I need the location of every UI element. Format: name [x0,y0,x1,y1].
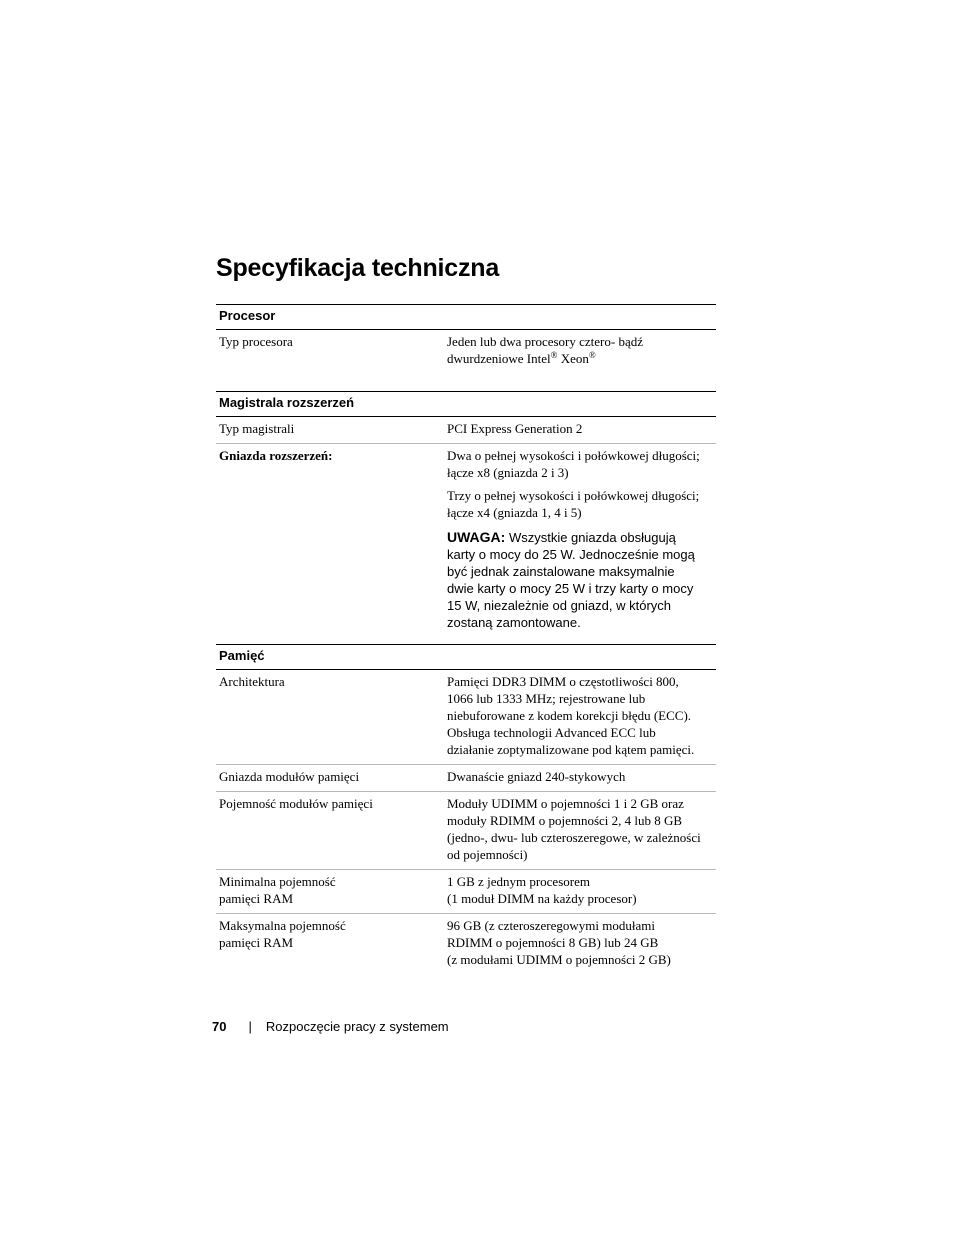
section-heading-expansion-bus: Magistrala rozszerzeń [216,391,716,417]
value-text: dwurdzeniowe Intel [447,351,551,366]
table-row [216,765,716,792]
row-label: Architektura [219,674,285,689]
note-line [447,529,716,546]
table-row [216,417,716,444]
note-block [447,529,716,631]
row-value [444,917,716,968]
row-value: Dwanaście gniazd 240-stykowych [447,769,626,784]
row-label [216,917,444,968]
label-line: Maksymalna pojemność [219,918,346,933]
table-row [216,914,716,974]
value-line: od pojemności) [447,847,528,862]
value-line [447,350,716,367]
row-value [444,673,716,758]
row-label: Gniazda rozszerzeń: [219,448,333,463]
value-line: moduły RDIMM o pojemności 2, 4 lub 8 GB [447,813,683,828]
value-line: niebuforowane z kodem korekcji błędu (ECC). [447,708,692,723]
label-line: pamięci RAM [219,891,294,906]
label-line: Minimalna pojemność [219,874,336,889]
value-line: działanie zoptymalizowane pod kątem pamięci. [447,742,695,757]
note-label: UWAGA: [447,529,506,545]
spec-table [216,304,716,974]
value-line: Moduły UDIMM o pojemności 1 i 2 GB oraz [447,796,684,811]
table-row [216,792,716,870]
page-title: Specyfikacja techniczna [216,254,500,282]
row-label: Typ procesora [219,334,293,349]
footer-separator: | [248,1019,252,1034]
row-label: Typ magistrali [219,421,295,436]
note-line: być jednak zainstalowane maksymalnie [447,564,675,579]
value-paragraph [447,447,716,481]
registered-mark: ® [550,350,558,360]
value-paragraph [447,487,716,521]
value-line: Dwa o pełnej wysokości i połówkowej długości; [447,448,700,463]
row-value [444,873,716,907]
value-line: (z modułami UDIMM o pojemności 2 GB) [447,952,671,967]
note-line: 15 W, niezależnie od gniazd, w których [447,598,672,613]
table-row [216,444,716,644]
value-line: 1066 lub 1333 MHz; rejestrowane lub [447,691,646,706]
value-line: 96 GB (z czteroszeregowymi modułami [447,918,655,933]
row-label: Gniazda modułów pamięci [219,769,360,784]
registered-mark: ® [588,350,596,360]
value-line: Obsługa technologii Advanced ECC lub [447,725,656,740]
label-line: pamięci RAM [219,935,294,950]
page-number: 70 [212,1019,227,1034]
row-label [216,873,444,907]
footer-chapter-title: Rozpoczęcie pracy z systemem [265,1019,449,1034]
value-line: 1 GB z jednym procesorem [447,874,590,889]
value-line: RDIMM o pojemności 8 GB) lub 24 GB [447,935,659,950]
row-label: Pojemność modułów pamięci [219,796,373,811]
value-line: łącze x8 (gniazda 2 i 3) [447,465,569,480]
table-row [216,330,716,373]
row-value [444,333,716,367]
note-line: karty o mocy do 25 W. Jednocześnie mogą [447,547,695,562]
page-footer [212,1019,449,1035]
note-line: dwie karty o mocy 25 W i trzy karty o mocy [447,581,694,596]
row-value [444,447,716,638]
value-line: Trzy o pełnej wysokości i połówkowej długości; [447,488,700,503]
row-value: PCI Express Generation 2 [447,421,583,436]
value-text: Xeon [557,351,589,366]
value-line: (jedno-, dwu- lub czteroszeregowe, w zależności [447,830,701,845]
section-heading-processor: Procesor [216,304,716,330]
value-line: Pamięci DDR3 DIMM o częstotliwości 800, [447,674,679,689]
note-line: zostaną zamontowane. [447,615,581,630]
table-row [216,870,716,914]
value-line: Jeden lub dwa procesory cztero- bądź [447,334,643,349]
row-value [444,795,716,863]
note-text: Wszystkie gniazda obsługują [505,530,676,545]
section-heading-memory: Pamięć [216,644,716,670]
value-line: (1 moduł DIMM na każdy procesor) [447,891,637,906]
table-row [216,670,716,765]
value-line: łącze x4 (gniazda 1, 4 i 5) [447,505,582,520]
